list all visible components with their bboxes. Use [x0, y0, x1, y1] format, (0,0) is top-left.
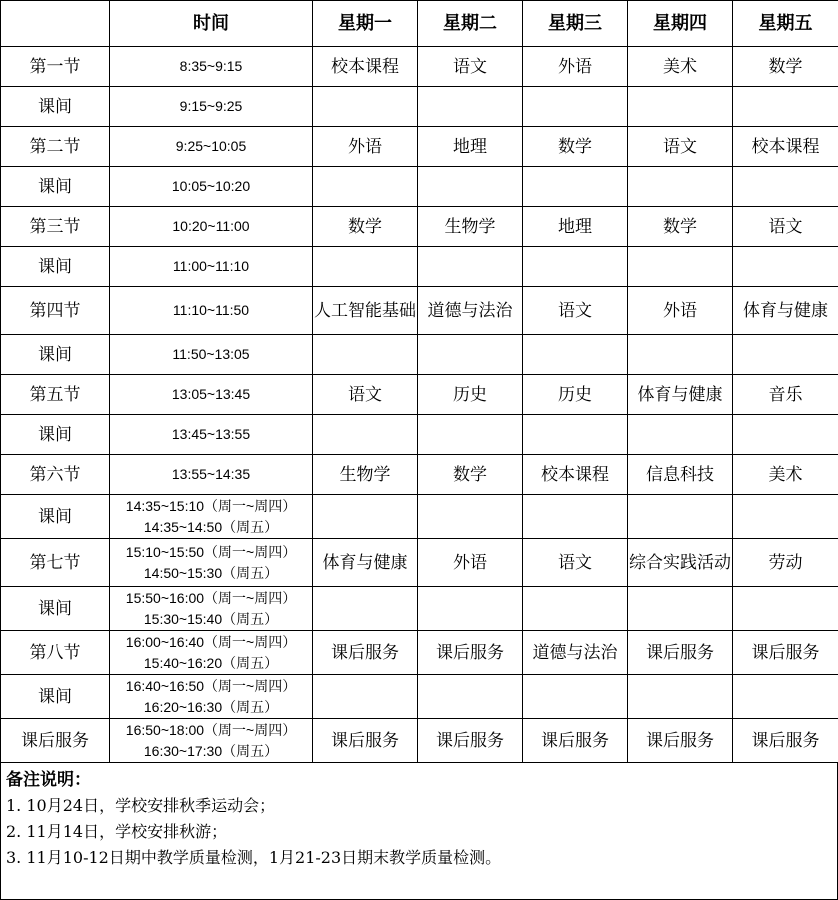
time-line: 15:10~15:50（周一~周四） [125, 543, 297, 560]
friday-class [733, 87, 838, 127]
tuesday-header: 星期二 [418, 1, 523, 47]
table-row [1, 335, 838, 375]
thursday-class [628, 167, 733, 207]
period-label: 第四节 [1, 287, 110, 335]
thursday-class: 体育与健康 [628, 375, 733, 415]
friday-class: 劳动 [733, 539, 838, 587]
table-row [1, 539, 838, 587]
friday-class: 课后服务 [733, 719, 838, 763]
note-item: 3. 11月10-12日期中教学质量检测，1月21-23日期末教学质量检测。 [6, 848, 502, 867]
time-range [110, 335, 313, 375]
monday-class [313, 247, 418, 287]
monday-class [313, 587, 418, 631]
time-line: 13:45~13:55 [171, 426, 251, 442]
time-line: 11:10~11:50 [172, 302, 250, 318]
tuesday-class: 数学 [418, 455, 523, 495]
monday-class [313, 167, 418, 207]
table-row [1, 127, 838, 167]
thursday-header: 星期四 [628, 1, 733, 47]
period-label: 第一节 [1, 47, 110, 87]
period-label: 第七节 [1, 539, 110, 587]
tuesday-class: 课后服务 [418, 719, 523, 763]
table-row [1, 415, 838, 455]
friday-header: 星期五 [733, 1, 838, 47]
time-line: 10:20~11:00 [172, 218, 250, 234]
time-line: 9:25~10:05 [175, 138, 247, 154]
friday-class [733, 415, 838, 455]
tuesday-class: 外语 [418, 539, 523, 587]
period-label: 课间 [1, 587, 110, 631]
tuesday-class: 课后服务 [418, 631, 523, 675]
period-label: 课间 [1, 335, 110, 375]
thursday-class: 信息科技 [628, 455, 733, 495]
time-range [110, 675, 313, 719]
thursday-class [628, 335, 733, 375]
period-label: 课间 [1, 675, 110, 719]
period-label: 课间 [1, 495, 110, 539]
time-line: 11:00~11:10 [172, 258, 250, 274]
tuesday-class [418, 247, 523, 287]
table-row [1, 675, 838, 719]
monday-class: 课后服务 [313, 631, 418, 675]
table-row [1, 87, 838, 127]
notes-title: 备注说明： [6, 770, 91, 790]
wednesday-class: 历史 [523, 375, 628, 415]
time-range [110, 247, 313, 287]
friday-class [733, 675, 838, 719]
time-line: 16:00~16:40（周一~周四） [125, 633, 297, 650]
wednesday-class: 课后服务 [523, 719, 628, 763]
tuesday-class: 生物学 [418, 207, 523, 247]
time-line: 16:40~16:50（周一~周四） [125, 677, 297, 694]
time-header: 时间 [110, 1, 313, 47]
wednesday-class [523, 335, 628, 375]
time-range [110, 127, 313, 167]
time-line: 10:05~10:20 [171, 178, 251, 194]
period-label: 课间 [1, 87, 110, 127]
table-row [1, 47, 838, 87]
time-line: 15:40~16:20（周五） [143, 654, 279, 671]
monday-class: 课后服务 [313, 719, 418, 763]
friday-class: 语文 [733, 207, 838, 247]
wednesday-class: 校本课程 [523, 455, 628, 495]
wednesday-class: 语文 [523, 287, 628, 335]
tuesday-class: 道德与法治 [418, 287, 523, 335]
thursday-class: 课后服务 [628, 719, 733, 763]
time-range [110, 495, 313, 539]
time-range [110, 587, 313, 631]
friday-class: 体育与健康 [733, 287, 838, 335]
table-row [1, 587, 838, 631]
thursday-class: 美术 [628, 47, 733, 87]
time-line: 9:15~9:25 [179, 98, 243, 114]
time-range [110, 375, 313, 415]
header-row [1, 1, 838, 47]
monday-class: 人工智能基础 [313, 287, 418, 335]
monday-header: 星期一 [313, 1, 418, 47]
monday-class [313, 495, 418, 539]
time-line: 14:35~15:10（周一~周四） [125, 497, 297, 514]
time-range [110, 47, 313, 87]
wednesday-class: 地理 [523, 207, 628, 247]
friday-class [733, 247, 838, 287]
tuesday-class [418, 167, 523, 207]
time-range [110, 631, 313, 675]
monday-class: 数学 [313, 207, 418, 247]
time-line: 15:50~16:00（周一~周四） [125, 589, 297, 606]
time-line: 16:20~16:30（周五） [143, 698, 279, 715]
tuesday-class [418, 415, 523, 455]
wednesday-class: 语文 [523, 539, 628, 587]
time-line: 13:05~13:45 [171, 386, 251, 402]
table-row [1, 375, 838, 415]
wednesday-class [523, 247, 628, 287]
friday-class: 校本课程 [733, 127, 838, 167]
time-range [110, 719, 313, 763]
table-row [1, 247, 838, 287]
monday-class: 校本课程 [313, 47, 418, 87]
table-row [1, 207, 838, 247]
friday-class: 数学 [733, 47, 838, 87]
thursday-class [628, 675, 733, 719]
time-range [110, 167, 313, 207]
note-item: 2. 11月14日，学校安排秋游； [6, 822, 228, 841]
wednesday-class [523, 495, 628, 539]
table-row [1, 631, 838, 675]
wednesday-class [523, 415, 628, 455]
time-range [110, 207, 313, 247]
time-line: 16:30~17:30（周五） [143, 742, 279, 759]
monday-class: 生物学 [313, 455, 418, 495]
period-label: 第三节 [1, 207, 110, 247]
time-line: 8:35~9:15 [179, 58, 243, 74]
thursday-class [628, 415, 733, 455]
thursday-class [628, 87, 733, 127]
tuesday-class [418, 587, 523, 631]
period-label: 课间 [1, 415, 110, 455]
time-range [110, 539, 313, 587]
friday-class: 音乐 [733, 375, 838, 415]
wednesday-class: 道德与法治 [523, 631, 628, 675]
time-line: 16:50~18:00（周一~周四） [125, 721, 297, 738]
period-label: 课后服务 [1, 719, 110, 763]
monday-class: 外语 [313, 127, 418, 167]
tuesday-class [418, 335, 523, 375]
thursday-class [628, 495, 733, 539]
time-range [110, 415, 313, 455]
thursday-class: 数学 [628, 207, 733, 247]
notes-section [0, 762, 838, 900]
thursday-class [628, 247, 733, 287]
wednesday-class: 外语 [523, 47, 628, 87]
period-label: 课间 [1, 247, 110, 287]
corner-cell [1, 1, 110, 47]
thursday-class: 外语 [628, 287, 733, 335]
wednesday-class [523, 87, 628, 127]
wednesday-class [523, 167, 628, 207]
time-line: 11:50~13:05 [172, 346, 250, 362]
table-row [1, 495, 838, 539]
time-line: 14:35~14:50（周五） [143, 518, 279, 535]
table-row [1, 167, 838, 207]
wednesday-class: 数学 [523, 127, 628, 167]
period-label: 第八节 [1, 631, 110, 675]
friday-class [733, 167, 838, 207]
thursday-class: 课后服务 [628, 631, 733, 675]
wednesday-class [523, 587, 628, 631]
monday-class: 体育与健康 [313, 539, 418, 587]
friday-class [733, 495, 838, 539]
time-line: 15:30~15:40（周五） [143, 610, 279, 627]
friday-class [733, 587, 838, 631]
thursday-class [628, 587, 733, 631]
tuesday-class [418, 675, 523, 719]
time-line: 14:50~15:30（周五） [143, 564, 279, 581]
period-label: 课间 [1, 167, 110, 207]
tuesday-class: 地理 [418, 127, 523, 167]
time-range [110, 87, 313, 127]
tuesday-class: 语文 [418, 47, 523, 87]
time-range [110, 287, 313, 335]
monday-class [313, 335, 418, 375]
wednesday-header: 星期三 [523, 1, 628, 47]
note-item: 1. 10月24日，学校安排秋季运动会； [6, 796, 276, 815]
friday-class [733, 335, 838, 375]
thursday-class: 语文 [628, 127, 733, 167]
period-label: 第二节 [1, 127, 110, 167]
period-label: 第五节 [1, 375, 110, 415]
period-label: 第六节 [1, 455, 110, 495]
monday-class: 语文 [313, 375, 418, 415]
tuesday-class [418, 87, 523, 127]
thursday-class: 综合实践活动 [628, 539, 733, 587]
friday-class: 课后服务 [733, 631, 838, 675]
table-row [1, 719, 838, 763]
monday-class [313, 87, 418, 127]
table-row [1, 455, 838, 495]
monday-class [313, 415, 418, 455]
tuesday-class: 历史 [418, 375, 523, 415]
table-row [1, 287, 838, 335]
wednesday-class [523, 675, 628, 719]
friday-class: 美术 [733, 455, 838, 495]
tuesday-class [418, 495, 523, 539]
time-range [110, 455, 313, 495]
time-line: 13:55~14:35 [171, 466, 251, 482]
monday-class [313, 675, 418, 719]
